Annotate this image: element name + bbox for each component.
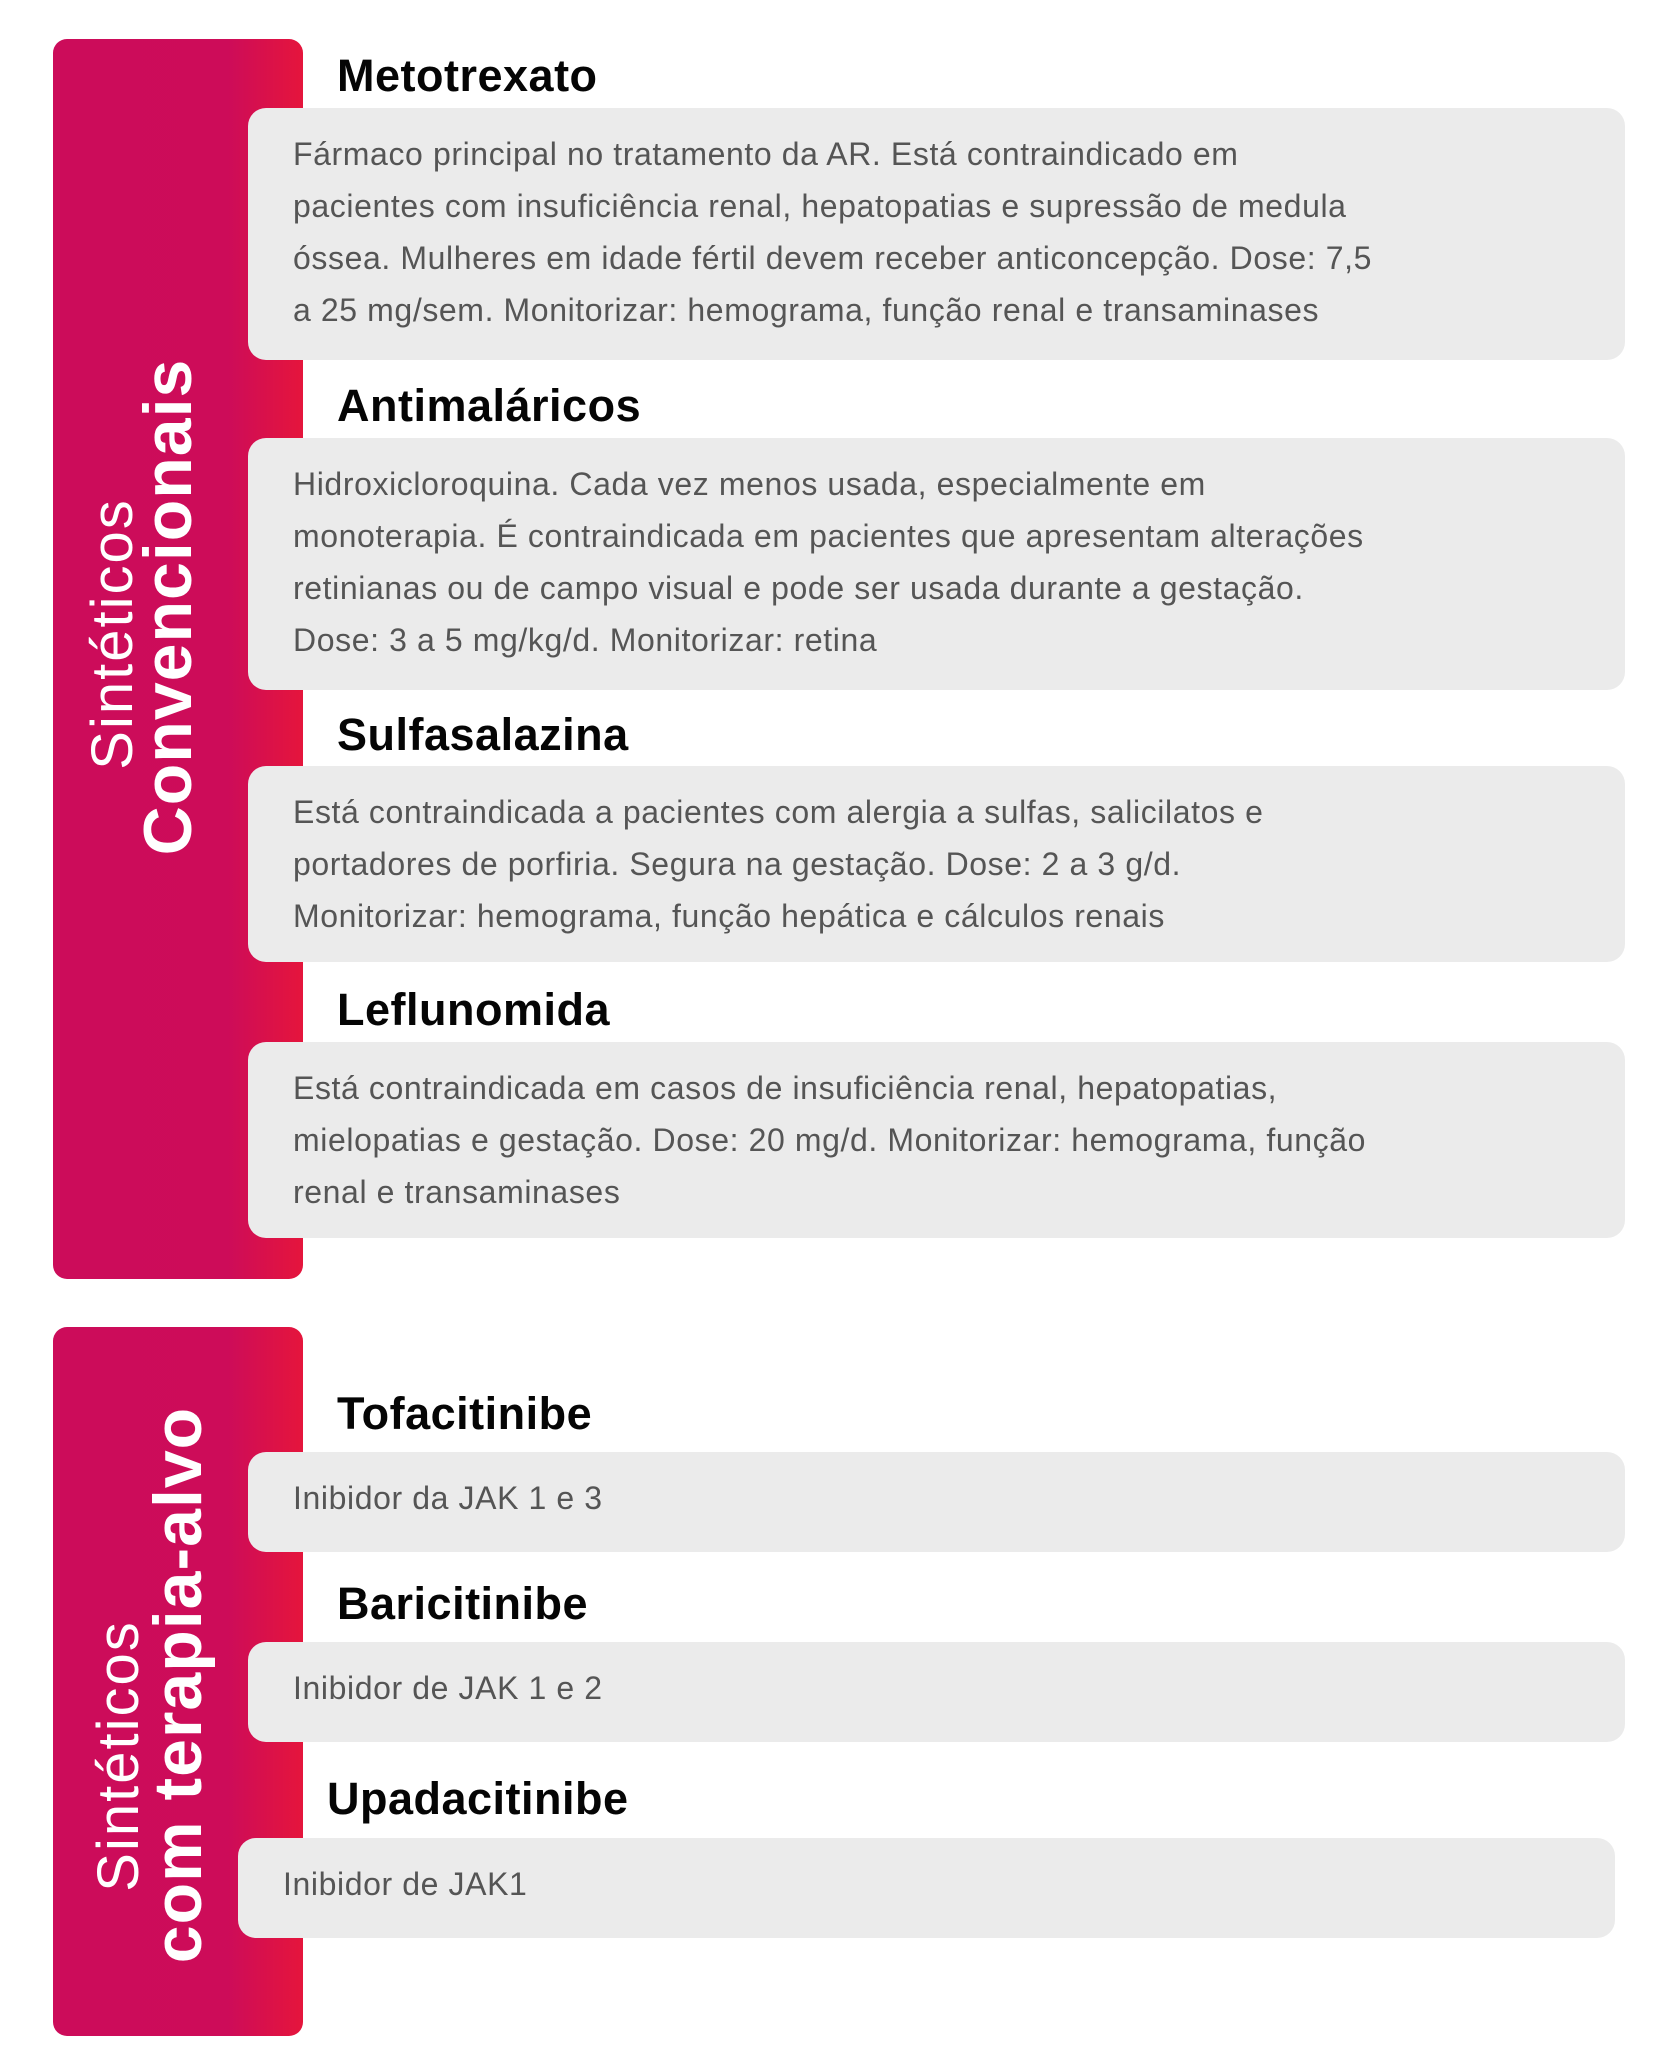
drug-card-antimalaricos [248,438,1625,690]
drug-description-line: pacientes com insuficiência renal, hepatopatias e supressão de medula [293,188,1347,224]
drug-description-line: óssea. Mulheres em idade fértil devem receber anticoncepção. Dose: 7,5 [293,240,1372,276]
section-label-sinteticos: Sintéticos [80,498,145,770]
drug-card-sulfasalazina [248,766,1625,962]
drug-title-baricitinibe: Baricitinibe [337,1578,589,1629]
drug-title-metotrexato: Metotrexato [337,50,598,101]
drug-title-leflunomida: Leflunomida [337,984,610,1035]
drug-description-line: Dose: 3 a 5 mg/kg/d. Monitorizar: retina [293,622,878,658]
drug-title-antimalaricos: Antimaláricos [337,380,642,431]
section-label-terapia-alvo: com terapia-alvo [140,1406,216,1964]
drug-description-line: renal e transaminases [293,1174,621,1210]
drug-description-line: Inibidor de JAK1 [283,1866,528,1902]
drug-card-baricitinibe [248,1642,1625,1742]
drug-description-line: Está contraindicada a pacientes com alergia a sulfas, salicilatos e [293,794,1264,830]
drug-title-tofacitinibe: Tofacitinibe [337,1388,593,1439]
drug-description-line: Hidroxicloroquina. Cada vez menos usada, especialmente em [293,466,1206,502]
drug-description-line: Fármaco principal no tratamento da AR. Está contraindicado em [293,136,1239,172]
drug-description-line: Inibidor de JAK 1 e 2 [293,1670,603,1706]
drug-description-line: Monitorizar: hemograma, função hepática e cálculos renais [293,898,1165,934]
drug-description-line: monoterapia. É contraindicada em pacientes que apresentam alterações [293,518,1364,554]
drug-title-upadacitinibe: Upadacitinibe [327,1773,629,1824]
drug-card-leflunomida [248,1042,1625,1238]
drug-card-upadacitinibe [238,1838,1615,1938]
section-label-sinteticos: Sintéticos [86,1620,151,1892]
drug-card-tofacitinibe [248,1452,1625,1552]
drug-description-line: Inibidor da JAK 1 e 3 [293,1480,603,1516]
drug-card-metotrexato [248,108,1625,360]
drug-title-sulfasalazina: Sulfasalazina [337,709,629,760]
drug-description-line: mielopatias e gestação. Dose: 20 mg/d. Monitorizar: hemograma, função [293,1122,1367,1158]
drug-description-line: a 25 mg/sem. Monitorizar: hemograma, função renal e transaminases [293,292,1320,328]
drug-description-line: portadores de porfiria. Segura na gestação. Dose: 2 a 3 g/d. [293,846,1182,882]
section-label-convencionais: Convencionais [130,358,206,856]
drug-description-line: Está contraindicada em casos de insuficiência renal, hepatopatias, [293,1070,1278,1106]
drug-description-line: retinianas ou de campo visual e pode ser usada durante a gestação. [293,570,1304,606]
